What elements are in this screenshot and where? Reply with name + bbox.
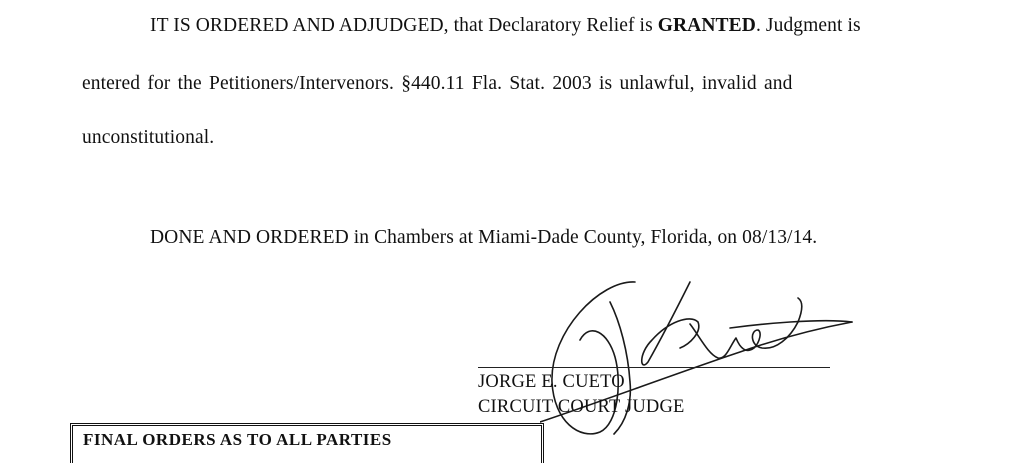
order-line-1-tail: . Judgment is — [755, 15, 861, 36]
order-line-1-text: IT IS ORDERED AND ADJUDGED, that Declaratory Relief is — [150, 15, 658, 36]
done-and-ordered-line: DONE AND ORDERED in Chambers at Miami-Dade County, Florida, on 08/13/14. — [150, 227, 818, 248]
judge-title: CIRCUIT COURT JUDGE — [478, 397, 685, 417]
order-line-3: unconstitutional. — [82, 127, 215, 148]
order-line-2: entered for the Petitioners/Intervenors. §440.11 Fla. Stat. 2003 is unlawful, invalid and — [82, 73, 793, 94]
granted-bold: GRANTED — [657, 15, 756, 36]
signature-line — [478, 367, 830, 368]
order-line-1 — [150, 14, 861, 38]
final-orders-stamp-text: FINAL ORDERS AS TO ALL PARTIES — [83, 430, 392, 449]
judge-name: JORGE E. CUETO — [478, 372, 625, 392]
final-orders-stamp — [70, 423, 544, 463]
